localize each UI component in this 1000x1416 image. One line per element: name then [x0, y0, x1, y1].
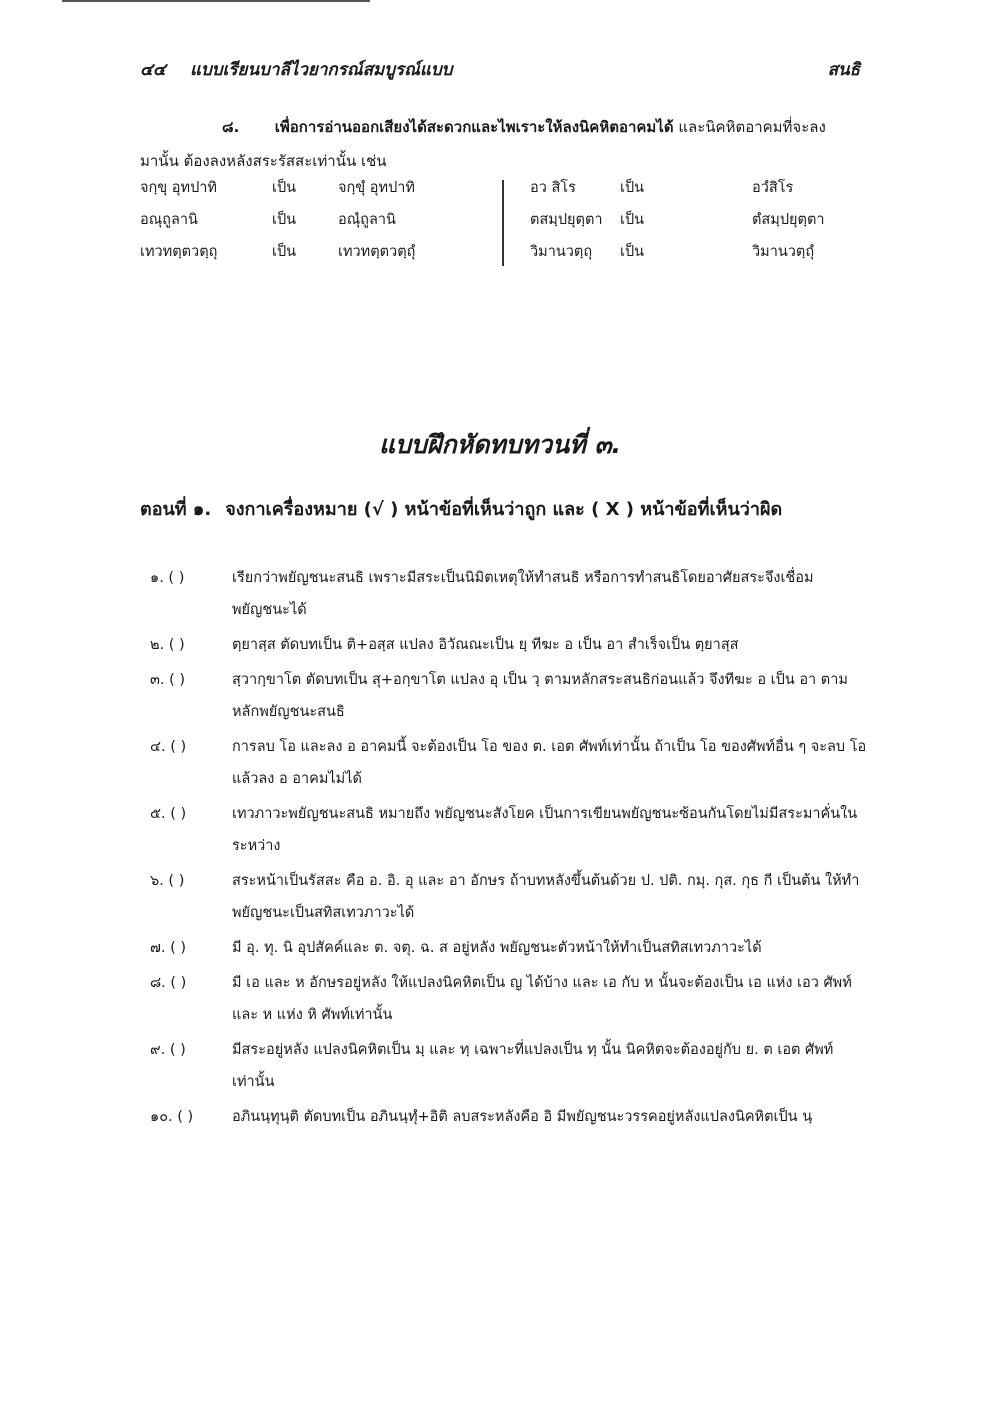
- question-text: การลบ โอ และลง อ อาคมนี้ จะต้องเป็น โอ ของ ต. เอต ศัพท์เท่านั้น ถ้าเป็น โอ ของศัพท์อื่น ๆ จะลบ โอ แล้วลง อ อาคมไม่ได้: [232, 739, 867, 787]
- question-text: มี เอ และ ห อักษรอยู่หลัง ให้แปลงนิคหิตเป็น ญ ได้บ้าง และ เอ กับ ห นั้นจะต้องเป็น เอ แห่ง เอว ศัพท์ และ ห แห่ง หิ ศัพท์เท่านั้น: [232, 975, 852, 1023]
- rule-bold-text: เพื่อการอ่านออกเสียงได้สะดวกและไพเราะให้ลงนิคหิตอาคมได้: [274, 118, 674, 136]
- question-item: [150, 1034, 870, 1098]
- example-to: ตํสมฺปยุตฺตา: [752, 212, 825, 228]
- examples-left-column: [140, 172, 500, 268]
- example-from: ตสมฺปยุตฺตา: [530, 212, 603, 228]
- question-number[interactable]: ๘. ( ): [150, 975, 187, 991]
- question-item: [150, 629, 870, 661]
- question-number[interactable]: ๒. ( ): [150, 637, 185, 653]
- question-number[interactable]: ๙. ( ): [150, 1042, 186, 1058]
- example-joiner: เป็น: [272, 244, 297, 260]
- example-from: อณุถูลานิ: [140, 212, 198, 228]
- example-from: เทวทตฺตวตฺถุ: [140, 244, 218, 260]
- part-label: ตอนที่ ๑.: [140, 499, 212, 520]
- chapter-title: สนธิ: [827, 60, 860, 80]
- question-number[interactable]: ๑. ( ): [150, 570, 185, 586]
- part-heading: [140, 494, 875, 523]
- part-instruction: จงกาเครื่องหมาย (√ ) หน้าข้อที่เห็นว่าถูก และ ( X ) หน้าข้อที่เห็นว่าผิด: [225, 499, 783, 520]
- scan-edge-line: [62, 0, 370, 2]
- question-text: มีสระอยู่หลัง แปลงนิคหิตเป็น มฺ และ ทฺ เฉพาะที่แปลงเป็น ทฺ นั้น นิคหิตจะต้องอยู่กับ ย. ต เอต ศัพท์เท่านั้น: [232, 1042, 834, 1090]
- example-to: วิมานวตฺถุํ: [752, 244, 815, 260]
- question-item: [150, 664, 870, 728]
- example-from: อว สิโร: [530, 180, 576, 196]
- example-to: อวํสิโร: [752, 180, 794, 196]
- example-to: อณุํถูลานิ: [338, 212, 396, 228]
- page-header: [140, 56, 860, 86]
- question-number[interactable]: ๓. ( ): [150, 672, 186, 688]
- question-text: สฺวากฺขาโต ตัดบทเป็น สุ+อกฺขาโต แปลง อุ เป็น วฺ ตามหลักสระสนธิก่อนแล้ว จึงทีฆะ อ เป็น อา ตามหลักพยัญชนะสนธิ: [232, 672, 848, 720]
- question-item: [150, 1101, 870, 1133]
- question-item: [150, 932, 870, 964]
- question-item: [150, 865, 870, 929]
- question-text: เทวภาวะพยัญชนะสนธิ หมายถึง พยัญชนะสังโยค เป็นการเขียนพยัญชนะซ้อนกันโดยไม่มีสระมาคั่นในระหว่าง: [232, 806, 858, 854]
- example-row: [140, 204, 500, 236]
- example-to: จกฺขุํ อุทปาทิ: [338, 180, 415, 196]
- example-joiner: เป็น: [620, 244, 645, 260]
- example-row: [140, 236, 500, 268]
- question-item: [150, 967, 870, 1031]
- question-text: อภินนฺทุนฺติ ตัดบทเป็น อภินนฺทุํ+อิติ ลบสระหลังคือ อิ มีพยัญชนะวรรคอยู่หลังแปลงนิคหิตเป็น นฺ: [232, 1109, 813, 1125]
- example-row: [530, 204, 865, 236]
- example-to: เทวทตฺตวตฺถุํ: [338, 244, 416, 260]
- question-text: ตฺยาสฺส ตัดบทเป็น ติ+อสฺส แปลง อิวัณณะเป็น ยฺ ทีฆะ อ เป็น อา สำเร็จเป็น ตฺยาสฺส: [232, 637, 739, 653]
- example-row: [140, 172, 500, 204]
- rule-8-paragraph: ๘. เพื่อการอ่านออกเสียงได้สะดวกและไพเราะให้ลงนิคหิตอาคมได้ และนิคหิตอาคมที่จะลง มานั้น ต้องลงหลังสระรัสสะเท่านั้น เช่น: [140, 110, 865, 178]
- example-joiner: เป็น: [272, 212, 297, 228]
- rule-line-2: มานั้น ต้องลงหลังสระรัสสะเท่านั้น เช่น: [140, 152, 387, 170]
- example-from: จกฺขุ อุทปาทิ: [140, 180, 217, 196]
- question-text: เรียกว่าพยัญชนะสนธิ เพราะมีสระเป็นนิมิตเหตุให้ทำสนธิ หรือการทำสนธิโดยอาศัยสระจึงเชื่อมพยัญชนะได้: [232, 570, 814, 618]
- rule-rest-text: และนิคหิตอาคมที่จะลง: [673, 118, 826, 136]
- examples-right-column: [530, 172, 865, 268]
- page-number: ๔๔: [140, 60, 166, 80]
- examples-table: [140, 172, 865, 268]
- example-joiner: เป็น: [620, 180, 645, 196]
- column-divider: [502, 180, 504, 266]
- question-item: [150, 562, 870, 626]
- example-joiner: เป็น: [620, 212, 645, 228]
- example-joiner: เป็น: [272, 180, 297, 196]
- example-row: [530, 236, 865, 268]
- example-row: [530, 172, 865, 204]
- question-number[interactable]: ๕. ( ): [150, 806, 187, 822]
- question-text: สระหน้าเป็นรัสสะ คือ อ. อิ. อุ และ อา อักษร ถ้าบทหลังขึ้นต้นด้วย ป. ปติ. กมุ. กุส. กุธ กี เป็นต้น ให้ทำพยัญชนะเป็นสทิสเทวภาวะได้: [232, 873, 860, 921]
- question-item: [150, 731, 870, 795]
- question-number[interactable]: ๔. ( ): [150, 739, 187, 755]
- question-number[interactable]: ๖. ( ): [150, 873, 185, 889]
- question-list: [150, 562, 870, 1136]
- question-number[interactable]: ๗. ( ): [150, 940, 187, 956]
- question-text: มี อุ. ทุ. นิ อุปสัคค์และ ต. จตุ. ฉ. ส อยู่หลัง พยัญชนะตัวหน้าให้ทำเป็นสทิสเทวภาวะได้: [232, 940, 762, 956]
- question-number[interactable]: ๑๐. ( ): [150, 1109, 194, 1125]
- example-from: วิมานวตฺถุ: [530, 244, 593, 260]
- book-title: แบบเรียนบาลีไวยากรณ์สมบูรณ์แบบ: [190, 60, 453, 80]
- exercise-title: แบบฝึกหัดทบทวนที่ ๓.: [378, 430, 622, 459]
- question-item: [150, 798, 870, 862]
